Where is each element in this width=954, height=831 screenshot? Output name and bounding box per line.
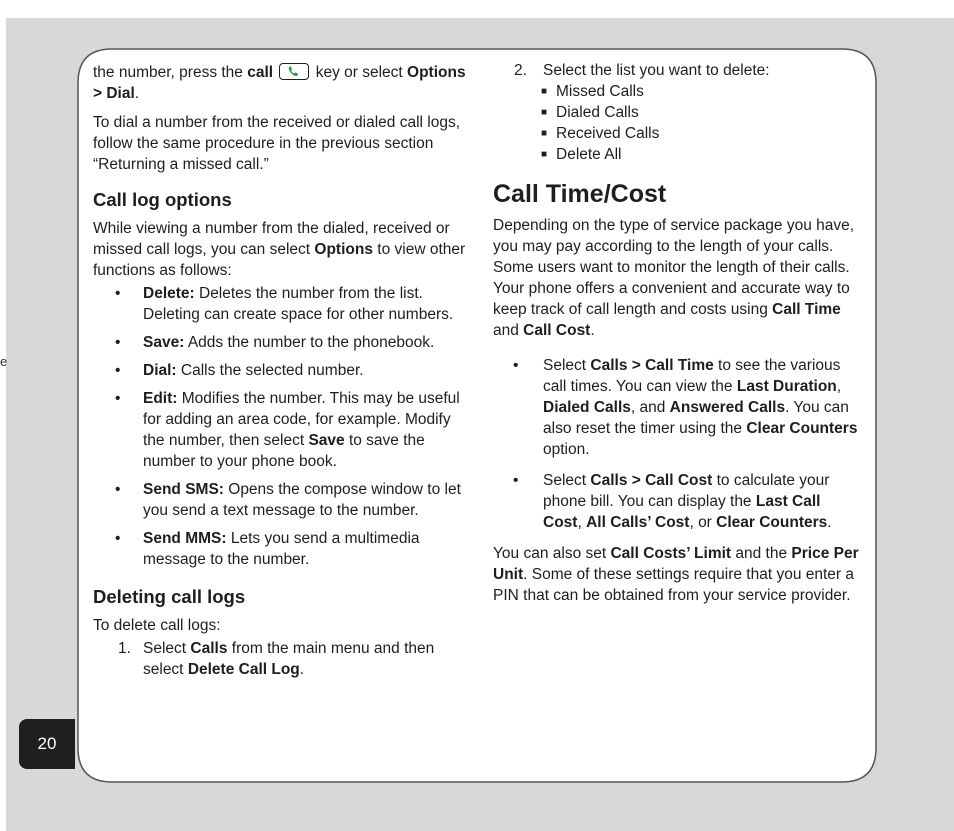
call-cost-bullet: • Select Calls > Call Cost to calculate your phone bill. You can display the Last Call Cost, All Calls’ Cost, or Clear Counters. (493, 470, 863, 533)
list-item-received: ■ Received Calls (493, 123, 863, 144)
option-edit: • Edit: Modifies the number. This may be useful for adding an area code, for example. Modify the number, then select Save to save the number to your phone book. (93, 388, 469, 472)
dial-from-logs-paragraph: To dial a number from the received or dialed call logs, follow the same procedure in the previous section “Returning a missed call.” (93, 114, 461, 173)
options-intro: While viewing a number from the dialed, received or missed call logs, you can select Options to view other functions as follows: (93, 220, 466, 279)
call-time-cost-heading: Call Time/Cost (493, 180, 667, 208)
call-time-bullet: • Select Calls > Call Time to see the various call times. You can view the Last Duration, Dialed Calls, and Answered Calls. You can also reset the timer using the Clear Counters option. (493, 355, 863, 460)
delete-step-2: 2. Select the list you want to delete: (514, 62, 770, 79)
call-time-intro: Depending on the type of service package you have, you may pay according to the length of your calls. Some users want to monitor the length of their calls. Your phone offers a convenient and accurate way to keep track of call length and costs using Call Time and Call Cost. (493, 217, 855, 339)
list-item-dialed: ■ Dialed Calls (493, 102, 863, 123)
option-send-mms: • Send MMS: Lets you send a multimedia message to the number. (93, 528, 469, 570)
call-log-options-heading: Call log options (93, 189, 232, 210)
left-column (93, 62, 469, 680)
call-key-icon (279, 63, 309, 80)
delete-step-1: 1. Select Calls from the main menu and then select Delete Call Log. (118, 640, 435, 678)
deleting-call-logs-heading: Deleting call logs (93, 586, 246, 607)
option-dial: • Dial: Calls the selected number. (93, 360, 469, 381)
intro-paragraph: the number, press the call key or select Options > Dial. (93, 64, 466, 102)
option-send-sms: • Send SMS: Opens the compose window to let you send a text message to the number. (93, 479, 469, 521)
list-item-missed: ■ Missed Calls (493, 81, 863, 102)
cost-limit-paragraph: You can also set Call Costs’ Limit and the Price Per Unit. Some of these settings require that you enter a PIN that can be obtained from your service provider. (493, 545, 859, 604)
page-edge-char: e (0, 354, 8, 369)
list-item-delete-all: ■ Delete All (493, 144, 863, 165)
right-column (493, 60, 863, 606)
option-delete: • Delete: Deletes the number from the list. Deleting can create space for other numbers. (93, 283, 469, 325)
option-save: • Save: Adds the number to the phonebook. (93, 332, 469, 353)
delete-intro: To delete call logs: (93, 617, 221, 634)
page-number: 20 (19, 719, 75, 769)
